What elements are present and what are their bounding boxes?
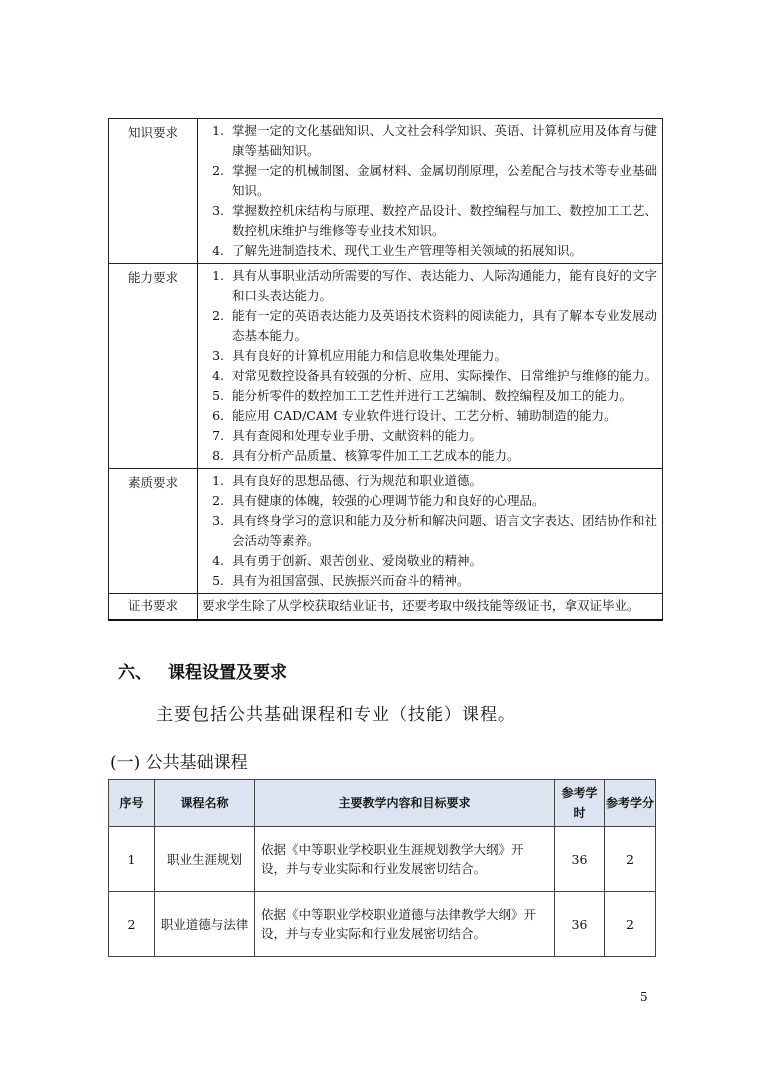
cell-hours: 36	[555, 892, 605, 957]
cell-no: 2	[109, 892, 155, 957]
requirement-label: 证书要求	[109, 594, 198, 621]
table-row	[109, 892, 656, 957]
section-heading	[118, 658, 287, 683]
requirement-row-certificate	[109, 594, 663, 621]
header-hours: 参考学时	[555, 780, 605, 827]
cell-content: 依据《中等职业学校职业道德与法律教学大纲》开设，并与专业实际和行业发展密切结合。	[255, 892, 555, 957]
list-item: 1. 具有良好的思想品德、行为规范和职业道德。	[228, 471, 658, 491]
requirements-table	[108, 118, 663, 621]
cell-name: 职业生涯规划	[155, 827, 255, 892]
requirement-row-quality	[109, 469, 663, 594]
list-item: 3. 具有终身学习的意识和能力及分析和解决问题、语言文字表达、团结协作和社会活动等素养。	[228, 511, 658, 551]
section-title: 课程设置及要求	[168, 663, 287, 683]
cell-content: 依据《中等职业学校职业生涯规划教学大纲》开设，并与专业实际和行业发展密切结合。	[255, 827, 555, 892]
header-credits: 参考学分	[605, 780, 656, 827]
table-row	[109, 827, 656, 892]
list-item: 4. 具有勇于创新、艰苦创业、爱岗敬业的精神。	[228, 551, 658, 571]
list-item: 1. 具有从事职业活动所需要的写作、表达能力、人际沟通能力，能有良好的文字和口头表达能力。	[228, 266, 658, 306]
cell-credits: 2	[605, 892, 656, 957]
section-number: 六、	[118, 663, 152, 683]
intro-paragraph: 主要包括公共基础课程和专业（技能）课程。	[156, 705, 516, 725]
header-name: 课程名称	[155, 780, 255, 827]
list-item: 5. 能分析零件的数控加工工艺性并进行工艺编制、数控编程及加工的能力。	[228, 386, 658, 406]
subsection-heading: (一) 公共基础课程	[110, 753, 248, 773]
requirement-label: 能力要求	[109, 264, 198, 469]
header-no: 序号	[109, 780, 155, 827]
cell-no: 1	[109, 827, 155, 892]
list-item: 2. 能有一定的英语表达能力及英语技术资料的阅读能力，具有了解本专业发展动态基本能力。	[228, 306, 658, 346]
list-item: 3. 具有良好的计算机应用能力和信息收集处理能力。	[228, 346, 658, 366]
page-number: 5	[640, 990, 648, 1004]
list-item: 8. 具有分析产品质量、核算零件加工工艺成本的能力。	[228, 446, 658, 466]
list-item: 4. 了解先进制造技术、现代工业生产管理等相关领域的拓展知识。	[228, 241, 658, 261]
list-item: 3. 掌握数控机床结构与原理、数控产品设计、数控编程与加工、数控加工工艺、数控机床维护与维修等专业技术知识。	[228, 201, 658, 241]
cell-credits: 2	[605, 827, 656, 892]
requirement-list	[202, 471, 658, 591]
list-item: 2. 掌握一定的机械制图、金属材料、金属切削原理，公差配合与技术等专业基础知识。	[228, 161, 658, 201]
cell-name: 职业道德与法律	[155, 892, 255, 957]
list-item: 2. 具有健康的体魄，较强的心理调节能力和良好的心理品。	[228, 491, 658, 511]
course-table-header	[109, 780, 656, 827]
course-table	[108, 779, 656, 957]
requirement-list	[202, 266, 658, 466]
cell-hours: 36	[555, 827, 605, 892]
requirement-list	[202, 121, 658, 261]
requirement-row-knowledge	[109, 119, 663, 264]
requirement-label: 素质要求	[109, 469, 198, 594]
header-content: 主要教学内容和目标要求	[255, 780, 555, 827]
list-item: 4. 对常见数控设备具有较强的分析、应用、实际操作、日常维护与维修的能力。	[228, 366, 658, 386]
list-item: 6. 能应用 CAD/CAM 专业软件进行设计、工艺分析、辅助制造的能力。	[228, 406, 658, 426]
list-item: 5. 具有为祖国富强、民族振兴而奋斗的精神。	[228, 571, 658, 591]
list-item: 7. 具有查阅和处理专业手册、文献资料的能力。	[228, 426, 658, 446]
requirement-label: 知识要求	[109, 119, 198, 264]
requirement-row-ability	[109, 264, 663, 469]
list-item: 1. 掌握一定的文化基础知识、人文社会科学知识、英语、计算机应用及体育与健康等基础知识。	[228, 121, 658, 161]
certificate-text: 要求学生除了从学校获取结业证书，还要考取中级技能等级证书，拿双证毕业。	[198, 594, 663, 621]
